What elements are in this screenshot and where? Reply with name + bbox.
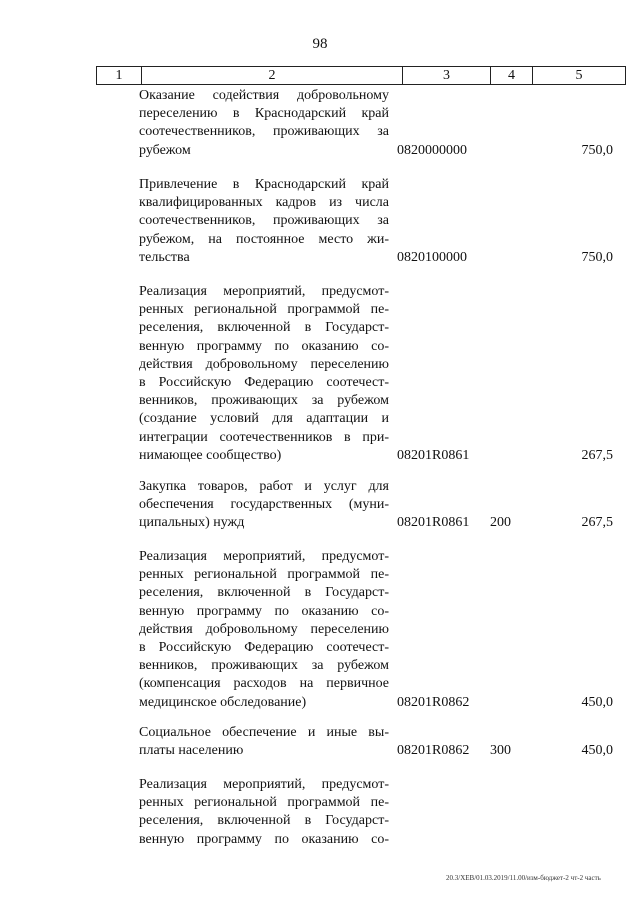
row-name-line: ципальных) нужд <box>139 515 245 531</box>
row-amount: 750,0 <box>581 142 613 158</box>
row-code: 08201R0861 <box>397 447 470 463</box>
row-name-line: платы населению <box>139 743 244 759</box>
row-name-line: переселению в Краснодарский край <box>139 106 389 122</box>
row-name-line: рубежом, на постоянное место жи- <box>139 231 389 247</box>
header-row <box>97 67 626 85</box>
row-name-line: нимающее сообщество) <box>139 447 282 463</box>
row-name-line: ренных региональной программой пе- <box>139 302 389 318</box>
header-table <box>96 66 626 85</box>
header-col-3: 3 <box>403 67 491 85</box>
row-name-line: реселения, включенной в Государст- <box>139 813 389 829</box>
row-code: 0820100000 <box>397 249 467 265</box>
row-name-line: венную программу по оказанию со- <box>139 831 389 847</box>
row-name-line: Социальное обеспечение и иные вы- <box>139 725 389 740</box>
row-name-line: действия добровольному переселению <box>139 621 389 637</box>
header-col-1: 1 <box>97 67 142 85</box>
row-name-line: Реализация мероприятий, предусмот- <box>139 777 389 792</box>
row-amount: 267,5 <box>581 515 613 531</box>
row-name-line: венную программу по оказанию со- <box>139 338 389 354</box>
row-name-line: Реализация мероприятий, предусмот- <box>139 549 389 564</box>
row-name-line: венников, проживающих за рубежом <box>139 658 389 674</box>
row-name-line: венную программу по оказанию со- <box>139 603 389 619</box>
header-col-2: 2 <box>142 67 403 85</box>
row-code: 08201R0861 <box>397 515 470 531</box>
row-vr: 200 <box>490 515 511 531</box>
row-name-line: в Российскую Федерацию соотечест- <box>139 640 389 656</box>
row-name-line: ренных региональной программой пе- <box>139 795 389 811</box>
row-amount: 267,5 <box>581 447 613 463</box>
row-name-line: Закупка товаров, работ и услуг для <box>139 479 389 494</box>
row-name <box>139 283 389 465</box>
footer-note: 20.3/ХЕВ/01.03.2019/11.00/изм-бюджет-2 чт-2 часть <box>446 874 601 882</box>
row-name-line: действия добровольному переселению <box>139 356 389 372</box>
row-name-line: в Российскую Федерацию соотечест- <box>139 375 389 391</box>
row-name-line: соотечественников, проживающих за <box>139 124 389 140</box>
header-col-5: 5 <box>533 67 626 85</box>
row-name-line: (создание условий для адаптации и <box>139 411 389 427</box>
header-col-4: 4 <box>491 67 533 85</box>
row-name-line: медицинское обследование) <box>139 694 307 710</box>
row-code: 0820000000 <box>397 142 467 158</box>
row-name <box>139 478 389 533</box>
row-name <box>139 548 389 712</box>
row-name <box>139 776 389 849</box>
row-name-line: соотечественников, проживающих за <box>139 213 389 229</box>
row-name-line: (компенсация расходов на первичное <box>139 676 389 692</box>
row-name <box>139 724 389 760</box>
row-name-line: реселения, включенной в Государст- <box>139 320 389 336</box>
row-amount: 750,0 <box>581 249 613 265</box>
row-code: 08201R0862 <box>397 743 470 759</box>
row-name <box>139 176 389 267</box>
row-name-line: тельства <box>139 249 190 265</box>
row-name-line: рубежом <box>139 142 191 158</box>
row-name-line: венников, проживающих за рубежом <box>139 393 389 409</box>
row-name-line: ренных региональной программой пе- <box>139 567 389 583</box>
row-name-line: квалифицированных кадров из числа <box>139 195 389 211</box>
row-vr: 300 <box>490 743 511 759</box>
row-name-line: реселения, включенной в Государст- <box>139 585 389 601</box>
row-name <box>139 87 389 160</box>
row-amount: 450,0 <box>581 743 613 759</box>
row-name-line: Привлечение в Краснодарский край <box>139 177 389 192</box>
row-code: 08201R0862 <box>397 694 470 710</box>
row-name-line: Реализация мероприятий, предусмот- <box>139 284 389 299</box>
row-name-line: Оказание содействия добровольному <box>139 88 389 103</box>
row-name-line: обеспечения государственных (муни- <box>139 497 389 513</box>
page-number: 98 <box>312 36 328 52</box>
row-name-line: интеграции соотечественников в при- <box>139 429 389 445</box>
row-amount: 450,0 <box>581 694 613 710</box>
